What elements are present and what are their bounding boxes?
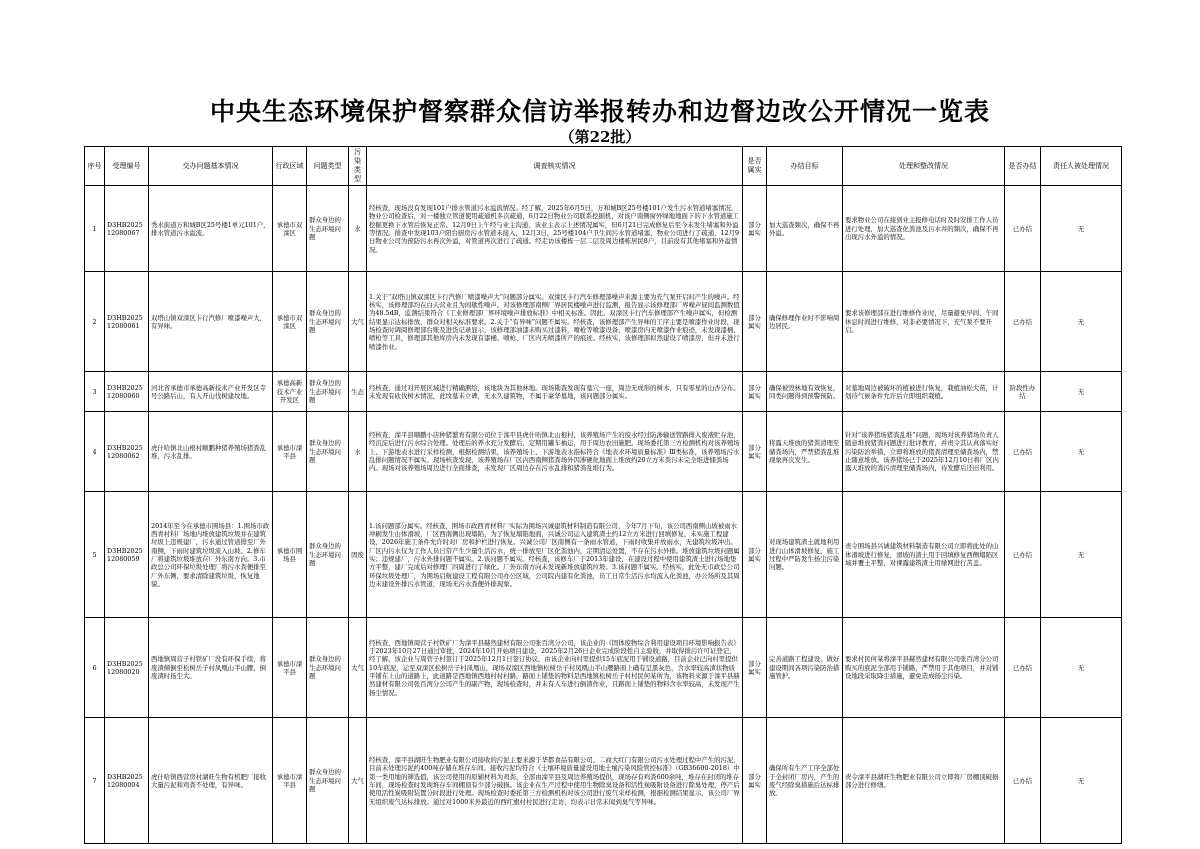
row-accountability: 无 (1041, 186, 1122, 272)
row-verified: 部分属实 (743, 272, 767, 372)
table-row (85, 186, 1122, 272)
header-accountability: 责任人被处理情况 (1041, 147, 1122, 186)
row-type: 群众身边的生态环境问题 (307, 492, 349, 618)
row-type: 群众身边的生态环境问题 (307, 412, 349, 492)
row-handling: 要求物业公司在接到业主报修电话时及时安排工作人员进行处理，加大巡查化粪池及污水井的频次，确保不再出现污水外溢的情况。 (843, 186, 1005, 272)
row-pollution: 水 (349, 412, 367, 492)
header-region: 行政区域 (273, 147, 307, 186)
row-accountability: 无 (1041, 412, 1122, 492)
row-investigation: 经核查，现场没有发现101户排水管道污水溢流情况。经了解，2025年6月5日，万和城B区25号楼101户发生污水管道堵塞情况，物业公司检查后，对一楼独立管道使用疏通机多次疏通，6月22日物业公司联系挖掘机，对该户南侧窗外绿地地面下的下水管道施工挖掘更换下水管后恢复正常。12月9日上午经与业主沟通，该业主表示上述情况属实，但6月21日完成修复后至今未发生堵塞和外溢等情况。排查中发现103户阳台厨房污水管道未接入，12月3日，25号楼104户卫生间污水管道堵塞，物业公司进行了疏通，12月9日物业公司为预防污水再次外溢，对管道再次进行了疏通。经走访该楼栋一层二层及周边楼栋居民8户，目前没有其他堵塞和外溢情况。 (367, 186, 743, 272)
row-issue: 虎什哈镇西营房村湖旺生物有机肥厂接收大量污泥和鸡粪不处理，有异味。 (149, 718, 273, 844)
row-issue: 西地镇周营子村铁矿厂没有环保手续，将废渣倾倒至松树岳子村凤凰山半山腰，倒废渣时扬尘大。 (149, 618, 273, 718)
table-row (85, 492, 1122, 618)
row-goal: 确保所有生产工序全部处于全封闭厂房内，产生的废气经除臭措施后达标排放。 (767, 718, 843, 844)
row-closed: 已办结 (1005, 412, 1041, 492)
row-investigation: 经核查，西地镇周营子村铁矿厂为滦平县赫然建材有限公司张百湾分公司，该企业的《固体废物综合利用建设项目环境影响报告表》于2023年10月27日通过审批，2024年10月开始项目建设，2025年2月26日企业完成阶段性自主验收，并取得排污许可证登记，经了解，该企业与周菅子村签订于2025年12月1日签订协议，由该企业向村里提供15车底泥用于铺设道路，目前企业已向村里提供10车底泥，运至双滦区松树岳子村凤凰山，现场双滦区西地镇松树岳子村凤凰山半山腰路面上确有呈黑灰色，含水率较高渣状物质平铺在上山的道路上，此道路是西地镇西地村村村路，路面上铺垫的物料是西地镇松树岳子村村民何某所为，该物料来源于滦平县赫然建材有限公司张百湾分公司产生的副产物，现场检查时，并未有人车进行倒渣作业，且路面上铺垫的物料含水率较高，未发现产生扬尘情况。 (367, 618, 743, 718)
row-closed: 阶段性办结 (1005, 372, 1041, 412)
page-title: 中央生态环境保护督察群众信访举报转办和边督边改公开情况一览表 (209, 97, 990, 126)
row-issue: 河北省承德市承德高新技术产业开发区寺号公路后山，有人开山伐树建坟地。 (149, 372, 273, 412)
row-handling: 要求该修理部在进行维修作业时，尽量避免早间、午间休息时间进行维修，对非必要情况下，充气泵不要开启。 (843, 272, 1005, 372)
row-region: 承德市滦平县 (273, 618, 307, 718)
header-no: 序号 (85, 147, 105, 186)
row-closed: 已办结 (1005, 492, 1041, 618)
row-pollution: 大气 (349, 618, 367, 718)
row-id: D3HB202512080059 (105, 492, 149, 618)
row-pollution: 大气 (349, 718, 367, 844)
page-subtitle: （第22批） (559, 128, 641, 146)
row-no: 6 (85, 618, 105, 718)
row-region: 承德市滦平县 (273, 412, 307, 492)
row-region: 承德市双滦区 (273, 272, 307, 372)
row-investigation: 经核查，滦平县湖旺生物肥业有限公司接收的污泥主要来源于华都食品有限公司、二商大红门有限公司污水处理过程中产生的污泥，目前未处理污泥约400吨存储在堆存车间。接收污泥均符合《土壤环境质量建设用地土壤污染风险管控标准》（GB36600-2018）中第一类用地的筛选值，该公司使用的原辅材料为鸡粪，全部由滦平县及周边养殖场提供，现场存有鸡粪600余吨，堆存在封闭的堆存车间，现场检查时发现堆存车间棚顶有少部分破损。该企业在生产过程中使用生物除臭设备和活性炭吸附设备进行除臭处理，停产后使用活性炭吸附装置分时段进行处理。现场检查时委托第三方检测机构对该公司进行废气采样检测，根据检测结果显示，该公司厂界无组织废气达标排放。通过对1000米外最近的西红旗村村民进行走访，均表示日常未闻到臭气等异味。 (367, 718, 743, 844)
row-verified: 部分属实 (743, 492, 767, 618)
row-investigation: 1.该问题部分属实。经核查，围场市政西青材料厂实际为围场兴诚建筑材料制造有限公司，今年7月下旬，该公司西南侧山坡被雨水冲刷发生山体滑坡，厂区西南侧出现塌陷，为了恢复塌陷地面，兴诚公司运入建筑渣土约12立方米进行回填修复，未实施工程建设，2026年施工条件允许时对厂房和护栏进行恢复。兴诚公司厂区南侧有一条雨水管道，下雨时收集并放雨水，无建筑垃圾冲出。厂区内污水仅为工作人员日常产生少量生活污水，统一排放至厂区化粪池内，定期清运处置，不存在污水外排。堆放建筑垃圾问题属实；违规建厂，污水外排问题不属实。2.该问题不属实。经核查，该修车厂于2013年建设，在建设过程中使用建筑渣土进行场地垫方平整，建厂完成后对修理厂四周进行了绿化。厂外东南方向未发现新堆放建筑垃圾。3.该问题不属实。经核实，此处无市政总公司环保垃圾处理厂，为围场启航建设工程有限公司办公区域，公司院内建有化粪池，员工日常生活污水均流入化粪池，办公场所及其周边未建设外排污水管道，现场无污水粪便外排现象。 (367, 492, 743, 618)
row-goal: 加大巡查频次，确保不再外溢。 (767, 186, 843, 272)
row-no: 4 (85, 412, 105, 492)
row-accountability: 无 (1041, 372, 1122, 412)
row-verified: 部分属实 (743, 372, 767, 412)
table-row (85, 718, 1122, 844)
table-header-row (85, 147, 1122, 186)
row-accountability: 无 (1041, 492, 1122, 618)
row-no: 3 (85, 372, 105, 412)
header-issue: 交办问题基本情况 (149, 147, 273, 186)
table-row (85, 372, 1122, 412)
row-type: 群众身边的生态环境问题 (307, 618, 349, 718)
table-row (85, 412, 1122, 492)
row-id: D3HB202512080020 (105, 618, 149, 718)
header-goal: 办结目标 (767, 147, 843, 186)
header-id: 受理编号 (105, 147, 149, 186)
row-verified: 部分属实 (743, 618, 767, 718)
row-type: 群众身边的生态环境问题 (307, 186, 349, 272)
row-id: D3HB202512080060 (105, 372, 149, 412)
row-type: 群众身边的生态环境问题 (307, 272, 349, 372)
row-no: 2 (85, 272, 105, 372)
row-no: 7 (85, 718, 105, 844)
row-pollution: 生态 (349, 372, 367, 412)
row-type: 群众身边的生态环境问题 (307, 372, 349, 412)
row-issue: 虎什哈镇北山根村顺鹏种猪养殖场猪粪乱堆，污水乱排。 (149, 412, 273, 492)
row-closed: 已办结 (1005, 718, 1041, 844)
header-pollution: 污染类型 (349, 147, 367, 186)
row-goal: 确保修理作业时不影响周边居民。 (767, 272, 843, 372)
row-region: 承德市双滦区 (273, 186, 307, 272)
header-closed: 是否办结 (1005, 147, 1041, 186)
row-goal: 完善道路工程建设，做好建设期间各项污染防治措施管护。 (767, 618, 843, 718)
row-closed: 已办结 (1005, 186, 1041, 272)
row-handling: 针对“该养猪场猪粪乱堆”问题，现场对该养猪场负责人随意堆放猪粪问题进行批评教育，并责令其认真落实好污染防治举措，立即将堆放的猪粪清理至储粪场内，禁止随意堆放。该养猪场已于2025年12月10日将厂区内露天堆放的粪污清理至储粪场内，待发酵后还田利用。 (843, 412, 1005, 492)
report-table (84, 146, 1122, 844)
row-investigation: 1.关于“双塔山镇双滦区卡行汽修厂喷漆噪声大”问题部分属实。双滦区卡行汽车修理部噪声来源主要为充气泵开启时产生的噪声。经核实，该修理部均在白天营业且为间歇性噪声。对该修理部南侧厂界居民楼噪声进行监测，报告显示该修理部厂界噪声昼间监测数值为48.5dB，监测结果符合《工业修理部厂界环境噪声排放标准》中相关标准。因此，双滦区卡行汽车修理部产生噪声属实，但检测结果显示达标排放，群众对相关标准要求。2.关于“有异味”问题不属实。经核查，该修理部产生异味的工序主要是喷漆作业时段，现场检查时调阅修理部台账及进货记录显示，该修理部油漆未购买过漆料，喷枪等喷漆设备，喷漆房内无喷漆作业痕迹，未发现漆桶、喷枪等工具，修理部其他库房内未发现有漆桶、喷枪、厂区内无喷漆所产的痕迹。经核实，该修理部拟然建设了喷漆房，但并未进行喷漆作业。 (367, 272, 743, 372)
row-pollution: 大气 (349, 272, 367, 372)
row-handling: 责令滦平县湖旺生物肥业有限公司立即将厂房棚顶破损部分进行修缮。 (843, 718, 1005, 844)
table-row (85, 272, 1122, 372)
row-id: D3HB202512080062 (105, 412, 149, 492)
header-investigation: 调查核实情况 (367, 147, 743, 186)
row-id: D3HB202512080004 (105, 718, 149, 844)
row-issue: 秀水街道万和城B区25号楼1单元101户，排水管道污水溢流。 (149, 186, 273, 272)
row-investigation: 经核查，滦平县顺鹏小店种猪繁育有限公司位于滦平县虎什哈镇北山根村，该养殖场产生的废水经过防渗输送管路排入废液贮存池，经沉淀后进行污水综合处理。处理后的养水充分发酵后，定期用罐车抽运，用于周边农田施肥。现场委托第三方检测机构对该养殖场上、下游地表水进行采样检测，根据检测结果，该养殖场上、下游地表水指标符合《地表水环境质量标准》Ⅲ类标准，该养殖场污水乱排问题情况不属实。现场核查发现，该养殖场在厂区内西南侧猪粪场外因渗硬化地面上堆放约20立方米粪污未完全堆进储粪场内。现场对该养殖场周边进行全面排查，未发现厂区周边存在污水乱排和猪粪乱堆行为。 (367, 412, 743, 492)
row-region: 承德市滦平县 (273, 718, 307, 844)
row-accountability: 无 (1041, 618, 1122, 718)
row-closed: 已办结 (1005, 272, 1041, 372)
row-closed: 已办结 (1005, 618, 1041, 718)
row-verified: 部分属实 (743, 412, 767, 492)
row-region: 承德市围场县 (273, 492, 307, 618)
row-pollution: 水 (349, 186, 367, 272)
row-type: 群众身边的生态环境问题 (307, 718, 349, 844)
row-id: D3HB202512080061 (105, 272, 149, 372)
header-type: 问题类型 (307, 147, 349, 186)
table-row (85, 618, 1122, 718)
row-investigation: 经核查，通过对开展区域进行精确测绘，该地块为其他林地。现场勘查发现有墓穴一座，周边无成形的树木，只有零星的山杏分布。未发现有砍伐树木情况，此坟墓未立碑，无永久建筑物，不属于豪华墓地，该问题部分属实。 (367, 372, 743, 412)
header-verified: 是否属实 (743, 147, 767, 186)
row-handling: 要求村民何某将滦平县赫然建材有限公司张百湾分公司购买的底泥全部用于铺路，严禁用于其他项目，并对铺设地段采取降尘措施，避免造成扬尘污染。 (843, 618, 1005, 718)
row-goal: 将露天堆放的猪粪清理至储粪场内，严禁猪粪乱堆现象再次发生。 (767, 412, 843, 492)
row-accountability: 无 (1041, 718, 1122, 844)
row-accountability: 无 (1041, 272, 1122, 372)
row-issue: 双塔山镇双滦区卡行汽修厂喷漆噪声大，有异味。 (149, 272, 273, 372)
row-no: 1 (85, 186, 105, 272)
row-pollution: 固废 (349, 492, 367, 618)
row-goal: 对现场建筑渣土就地利用进行山体滑坡修复，施工过程中严防发生扬尘污染问题。 (767, 492, 843, 618)
row-verified: 部分属实 (743, 186, 767, 272)
header-handling: 处理和整改情况 (843, 147, 1005, 186)
row-goal: 确保被毁林地有效恢复，同类问题得到预警预防。 (767, 372, 843, 412)
row-verified: 部分属实 (743, 718, 767, 844)
row-id: D3HB202512080067 (105, 186, 149, 272)
row-region: 承德高新技术产业开发区 (273, 372, 307, 412)
row-handling: 对墓地周边被破坏的植被进行恢复，栽植油松大苗，计划待气候条件允许后立即组织栽植。 (843, 372, 1005, 412)
row-no: 5 (85, 492, 105, 618)
row-handling: 责令围场县兴诚建筑材料制造有限公司立即将此处的山体滑坡进行修复，滑坡的渣土用于回填修复西侧塌陷区域并覆土平整，对裸露建筑渣土用绿网进行苫盖。 (843, 492, 1005, 618)
row-issue: 2014年至今在承德市围场县：1.围场市政西青村料厂场地内堆放建筑垃圾并在建筑垃圾上违规建厂，污水通过管道排至厂外南侧，下雨时建筑垃圾流入山坡。2.修车厂将建筑垃圾堆放在厂外东南方向。3.市政总公司环保垃圾处理厂将污水粪便排至厂外东侧，要求清除建筑垃圾、恢复地貌。 (149, 492, 273, 618)
